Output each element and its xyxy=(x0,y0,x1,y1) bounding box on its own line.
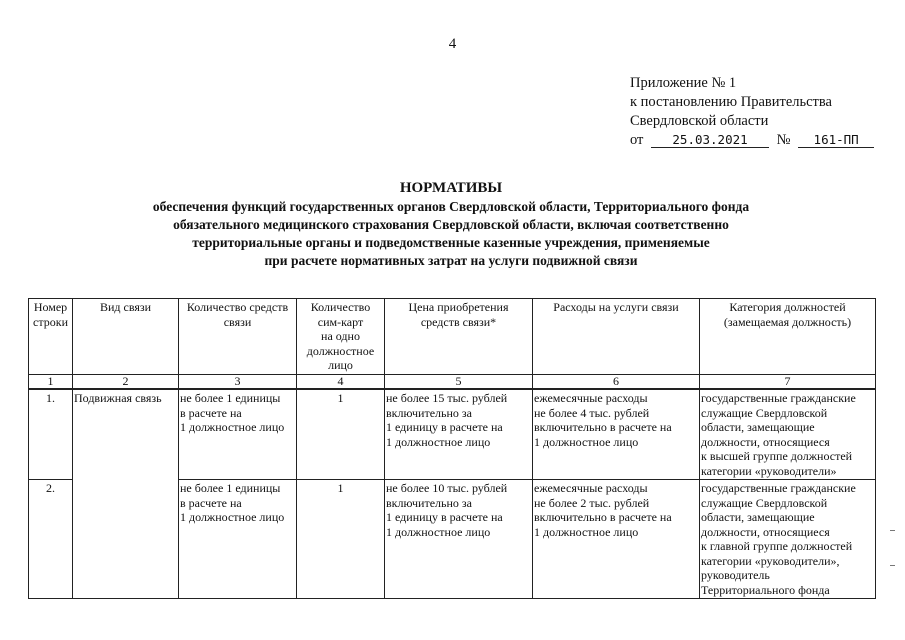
header-service-expenses: Расходы на услуги связи xyxy=(533,299,700,375)
row-number: 1. xyxy=(29,389,73,480)
column-number: 6 xyxy=(533,375,700,390)
appendix-line-4 xyxy=(630,131,874,150)
table-row xyxy=(29,389,876,480)
appendix-block xyxy=(630,74,874,150)
appendix-line-2: к постановлению Правительства xyxy=(630,94,832,110)
column-number: 7 xyxy=(700,375,876,390)
appendix-number: 161-ПП xyxy=(798,132,874,148)
service-expenses: ежемесячные расходы не более 2 тыс. рублей включительно в расчете на 1 должностное лицо xyxy=(533,480,700,599)
table-header-row xyxy=(29,299,876,375)
sim-cards: 1 xyxy=(297,480,385,599)
appendix-from-label: от xyxy=(630,132,644,148)
service-expenses: ежемесячные расходы не более 4 тыс. рублей включительно в расчете на 1 должностное лицо xyxy=(533,389,700,480)
sim-cards: 1 xyxy=(297,389,385,480)
column-number: 1 xyxy=(29,375,73,390)
position-category: государственные гражданские служащие Свердловской области, замещающие должности, относящиеся к главной группе должностей категории «руководители», руководитель Территориального фонда xyxy=(700,480,876,599)
header-devices-count: Количество средств связи xyxy=(179,299,297,375)
scan-mark xyxy=(890,565,895,566)
document-subtitle-line-3: территориальные органы и подведомственные казенные учреждения, применяемые xyxy=(192,235,710,250)
device-price: не более 10 тыс. рублей включительно за 1 единицу в расчете на 1 должностное лицо xyxy=(385,480,533,599)
position-category: государственные гражданские служащие Свердловской области, замещающие должности, относящиеся к высшей группе должностей категории «руководители» xyxy=(700,389,876,480)
devices-count: не более 1 единицы в расчете на 1 должностное лицо xyxy=(179,389,297,480)
norms-table xyxy=(28,298,876,599)
appendix-line-1: Приложение № 1 xyxy=(630,75,737,91)
appendix-date: 25.03.2021 xyxy=(651,132,769,148)
page-number: 4 xyxy=(448,36,457,52)
connection-type: Подвижная связь xyxy=(73,389,179,599)
column-number: 3 xyxy=(179,375,297,390)
row-number: 2. xyxy=(29,480,73,599)
column-number: 2 xyxy=(73,375,179,390)
header-sim-cards: Количество сим-карт на одно должностное лицо xyxy=(297,299,385,375)
header-device-price: Цена приобретения средств связи* xyxy=(385,299,533,375)
document-subtitle-line-4: при расчете нормативных затрат на услуги подвижной связи xyxy=(264,253,638,268)
devices-count: не более 1 единицы в расчете на 1 должностное лицо xyxy=(179,480,297,599)
header-connection-type: Вид связи xyxy=(73,299,179,375)
document-subtitle-line-1: обеспечения функций государственных органов Свердловской области, Территориального фонда xyxy=(152,199,750,214)
document-title: НОРМАТИВЫ xyxy=(399,180,503,196)
appendix-number-label: № xyxy=(776,132,791,148)
scan-mark xyxy=(890,530,895,531)
column-numbers-row xyxy=(29,375,876,390)
header-position-category: Категория должностей (замещаемая должность) xyxy=(700,299,876,375)
column-number: 5 xyxy=(385,375,533,390)
appendix-line-3: Свердловской области xyxy=(630,113,769,129)
device-price: не более 15 тыс. рублей включительно за 1 единицу в расчете на 1 должностное лицо xyxy=(385,389,533,480)
document-subtitle-line-2: обязательного медицинского страхования Свердловской области, включая соответственно xyxy=(173,217,729,232)
document-title-block xyxy=(40,178,862,270)
column-number: 4 xyxy=(297,375,385,390)
header-row-number: Номер строки xyxy=(29,299,73,375)
